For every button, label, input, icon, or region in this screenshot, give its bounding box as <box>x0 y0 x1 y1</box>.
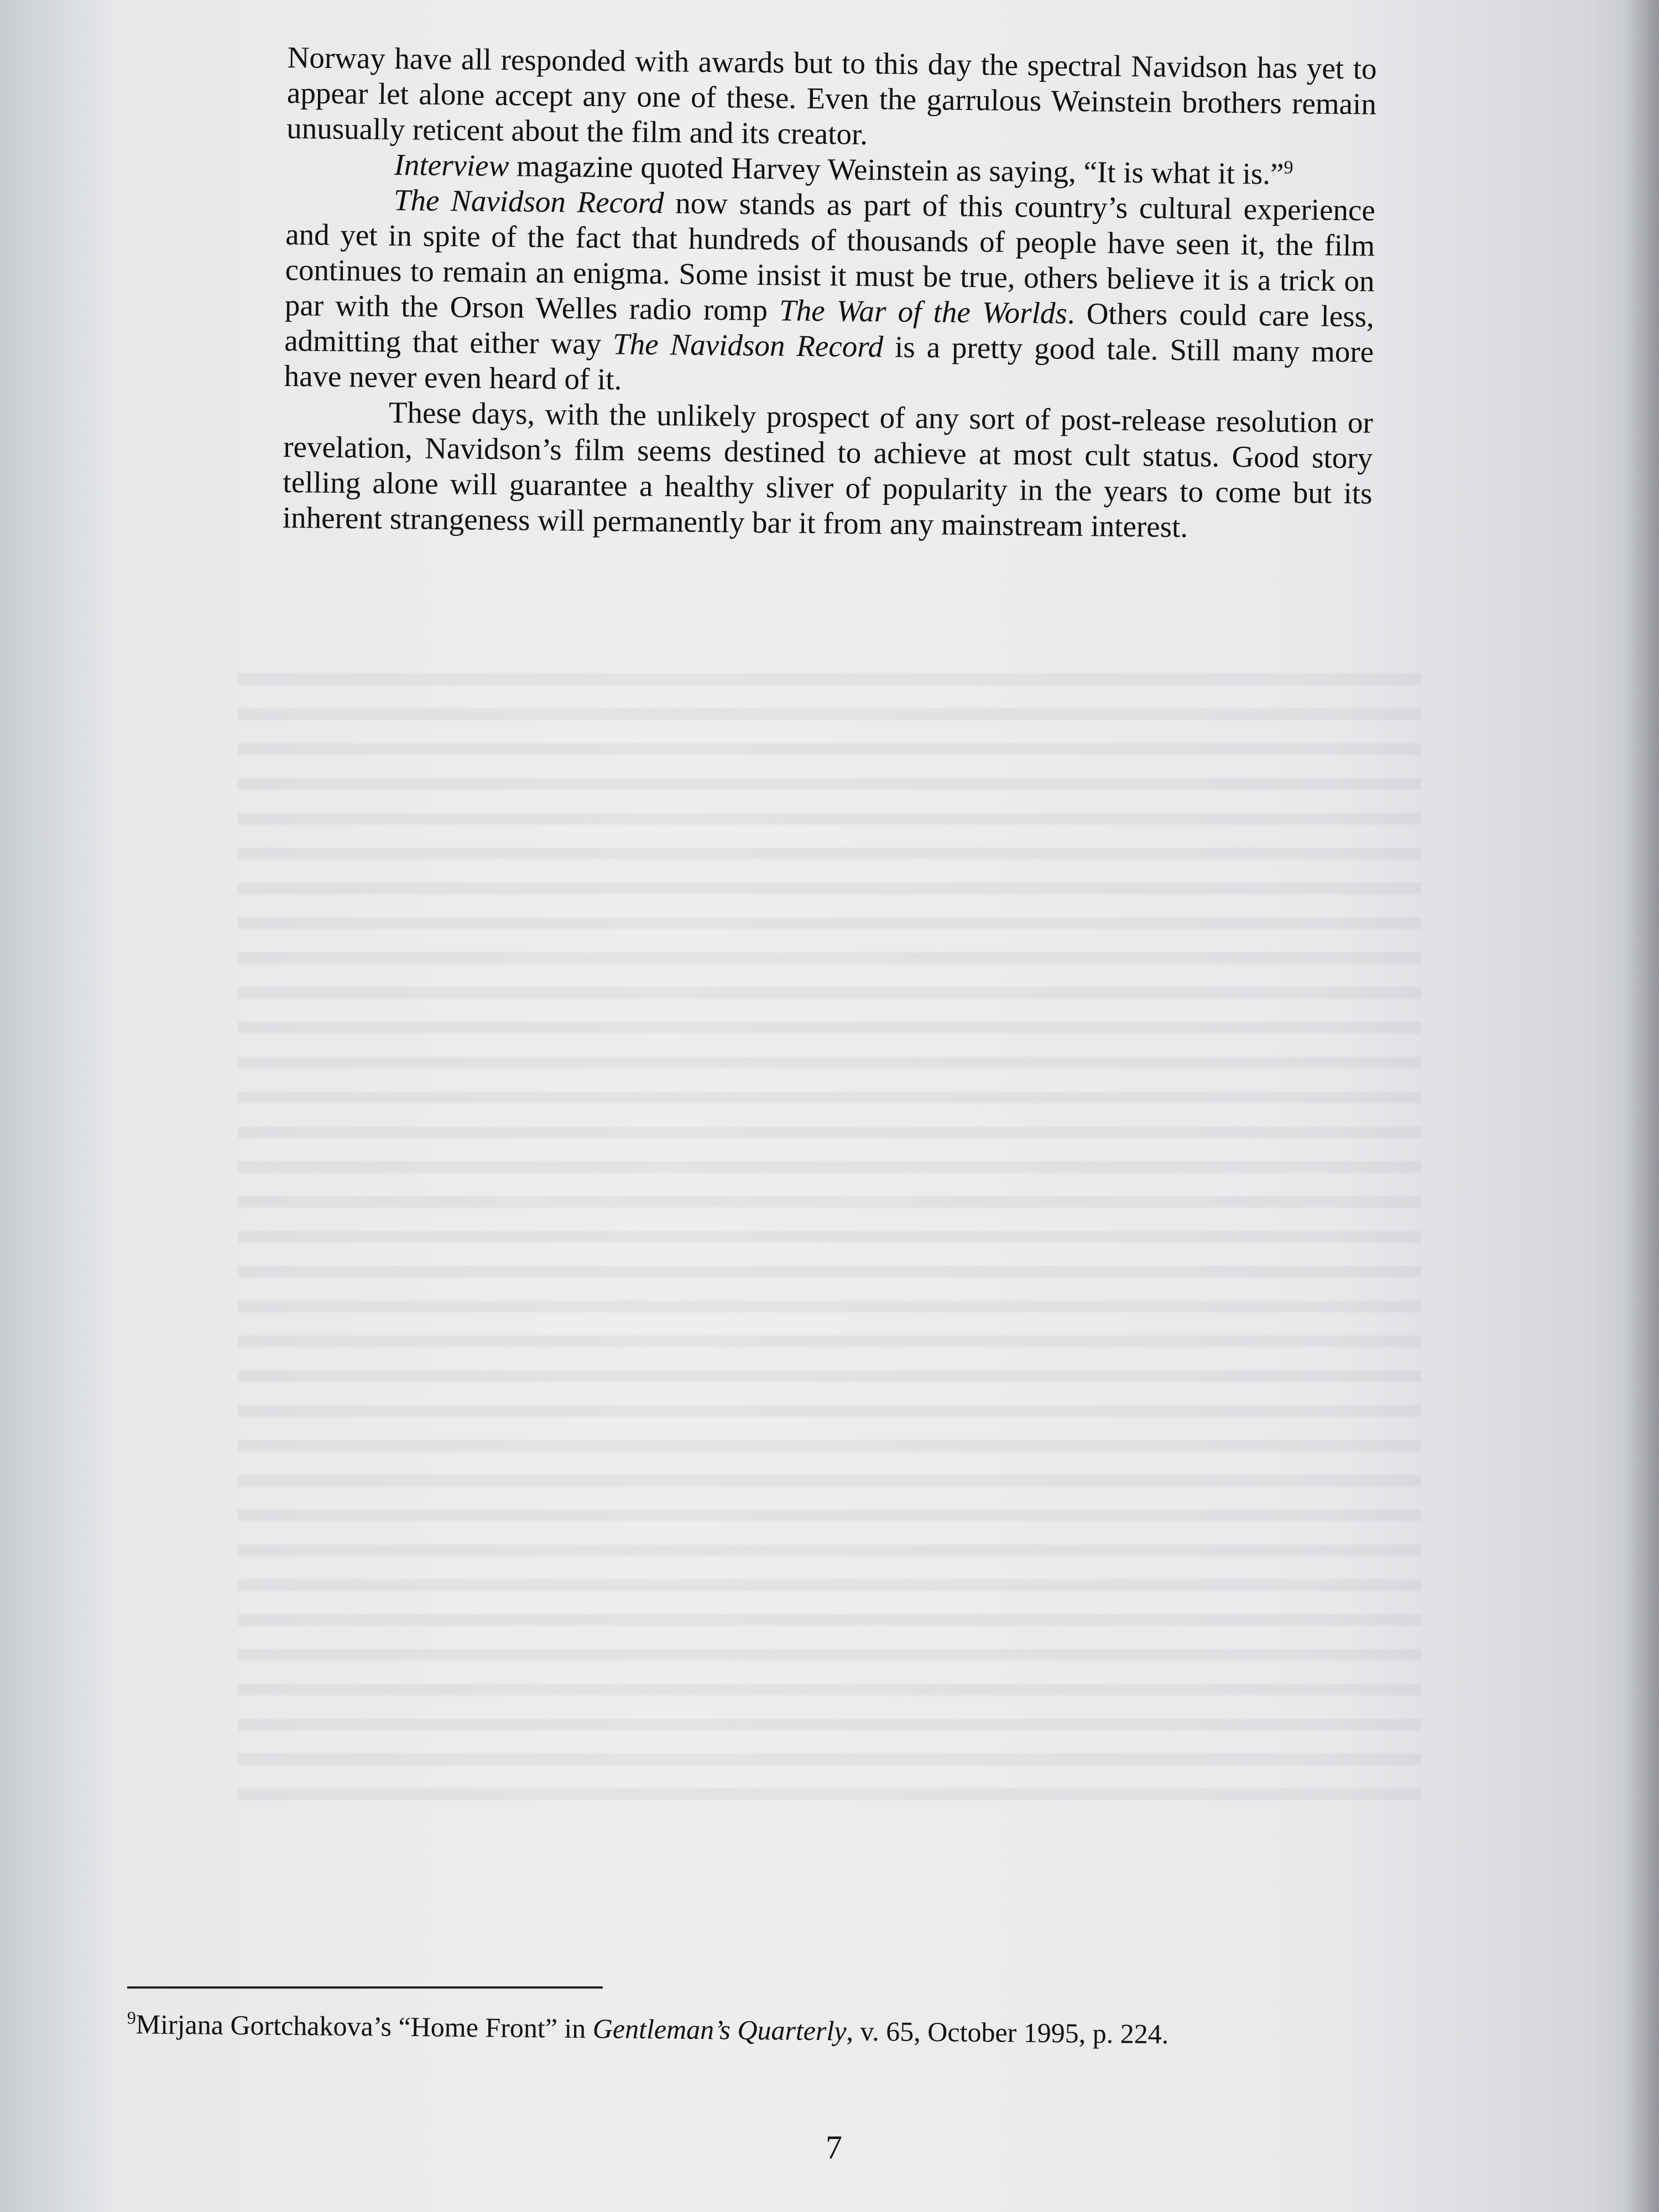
paragraph-3-text-2: . Others could care less, admitting that either way <box>284 296 1375 361</box>
paragraph-1: Norway have all responded with awards but to this day the spectral Navidson has yet to appear let alone accept any one of these. Even the garrulous Weinstein brothers remain unusually reticent about the film and its creator. <box>286 40 1377 151</box>
paragraph-4: These days, with the unlikely prospect of any sort of post-release resolution or revelation, Navidson’s film seems destined to achieve at most cult status. Good story telling alone will guarantee a healthy sliver of popularity in the years to come but its inherent strangeness will permanently bar it from any mainstream interest. <box>282 395 1374 544</box>
film-title-2: The Navidson Record <box>612 327 884 364</box>
film-title: The Navidson Record <box>393 183 664 220</box>
footnote-journal: Gentleman’s Quarterly <box>592 2013 847 2047</box>
magazine-title: Interview <box>394 148 509 183</box>
footnote-text-2: , v. 65, October 1995, p. 224. <box>846 2015 1169 2050</box>
paragraph-3-text-1: now stands as part of this country’s cultural experience and yet in spite of the fact that hundreds of thousands of people have seen it, the film continues to remain an enigma. Some insist it must be true, others believe it is a trick on par with the Orson Welles radio romp <box>284 186 1376 327</box>
page-number: 7 <box>826 2129 842 2166</box>
paragraph-2-text: magazine quoted Harvey Weinstein as saying, “It is what it is.” <box>509 149 1284 191</box>
bleed-through-text <box>238 658 1421 1808</box>
footnote-rule <box>127 1986 603 1989</box>
footnote-text-1: Mirjana Gortchakova’s “Home Front” in <box>135 2008 593 2044</box>
footnote-mark: 9 <box>127 2007 136 2028</box>
paragraph-3-text-3: is a pretty good tale. Still many more have never even heard of it. <box>284 330 1374 397</box>
main-text <box>283 40 1377 547</box>
paragraph-3 <box>284 181 1375 405</box>
radio-play-title: The War of the Worlds <box>779 293 1068 330</box>
footnote-reference: 9 <box>1284 157 1293 178</box>
footnote <box>127 2007 1399 2053</box>
